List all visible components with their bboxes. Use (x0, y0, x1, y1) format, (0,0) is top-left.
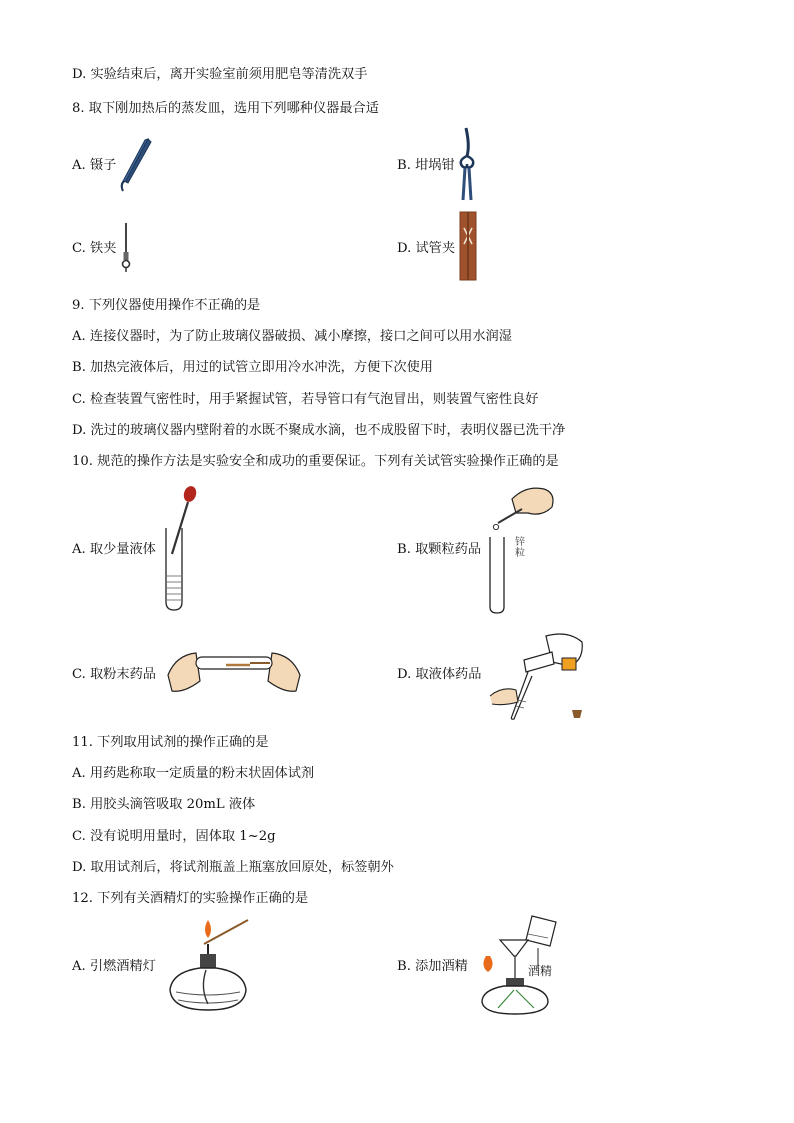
q9-stem: 9. 下列仪器使用操作不正确的是 (72, 298, 261, 313)
alcohol-label: 酒精 (528, 964, 553, 978)
q10-stem: 10. 规范的操作方法是实验安全和成功的重要保证。下列有关试管实验操作正确的是 (72, 454, 559, 469)
q9-option-d: D. 洗过的玻璃仪器内壁附着的水既不聚成水滴，也不成股留下时，表明仪器已洗干净 (72, 423, 566, 438)
q11-stem: 11. 下列取用试剂的操作正确的是 (72, 735, 269, 750)
q12-option-a: A. 引燃酒精灯 (72, 959, 156, 974)
test-tube-holder-image (458, 210, 478, 282)
q8-option-d: D. 试管夹 (397, 241, 456, 256)
q8-option-b: B. 坩埚钳 (397, 158, 455, 173)
q11-option-d: D. 取用试剂后，将试剂瓶盖上瓶塞放回原处，标签朝外 (72, 860, 394, 875)
q9-option-c: C. 检查装置气密性时，用手紧握试管，若导管口有气泡冒出，则装置气密性良好 (72, 392, 539, 407)
q10-option-c: C. 取粉末药品 (72, 667, 156, 682)
q12-stem: 12. 下列有关酒精灯的实验操作正确的是 (72, 891, 309, 906)
q11-option-b: B. 用胶头滴管吸取 20mL 液体 (72, 797, 256, 812)
q8-option-c: C. 铁夹 (72, 241, 117, 256)
lighting-alcohol-lamp-image (164, 918, 252, 1014)
q11-option-c: C. 没有说明用量时，固体取 1~2g (72, 829, 276, 844)
iron-clamp-image (120, 222, 132, 274)
q9-option-a: A. 连接仪器时，为了防止玻璃仪器破损、减小摩擦，接口之间可以用水润湿 (72, 329, 512, 344)
tweezers-image (118, 137, 154, 193)
q10-option-b: B. 取颗粒药品 (397, 542, 482, 557)
q10-option-a: A. 取少量液体 (72, 542, 156, 557)
q8-option-a: A. 镊子 (72, 158, 117, 173)
q12-option-b: B. 添加酒精 (397, 959, 468, 974)
q9-option-b: B. 加热完液体后，用过的试管立即用冷水冲洗，方便下次使用 (72, 360, 433, 375)
q11-option-a: A. 用药匙称取一定质量的粉末状固体试剂 (72, 766, 315, 781)
powder-in-tube-image (166, 641, 302, 701)
dropper-into-tube-image (160, 484, 200, 612)
q7-option-d: D. 实验结束后，离开实验室前须用肥皂等清洗双手 (72, 67, 368, 82)
q10-option-d: D. 取液体药品 (397, 667, 482, 682)
crucible-tongs-image (456, 126, 478, 202)
q8-stem: 8. 取下刚加热后的蒸发皿，选用下列哪种仪器最合适 (72, 101, 379, 116)
zinc-label: 锌粒 (515, 537, 525, 559)
pour-liquid-image (488, 630, 588, 720)
